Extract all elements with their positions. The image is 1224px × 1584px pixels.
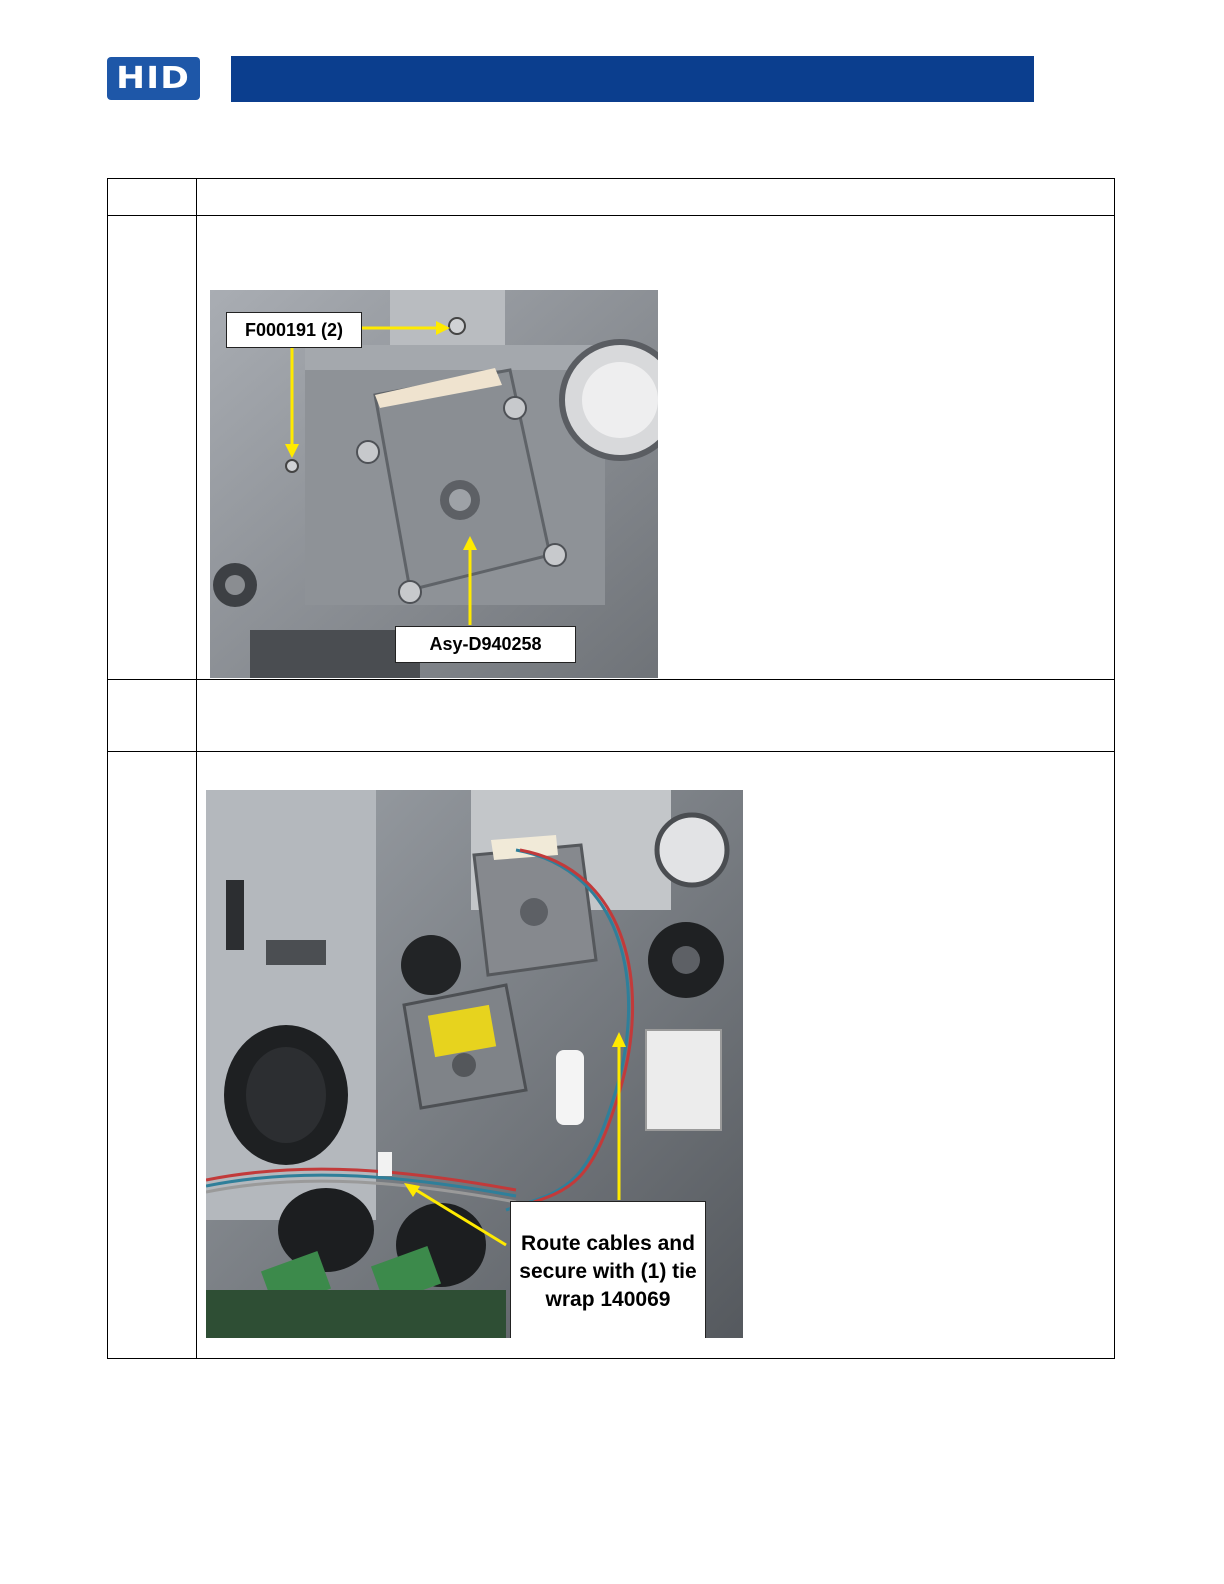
procedure-cell <box>197 752 1115 1359</box>
table-row <box>108 216 1115 680</box>
logo-text: HID <box>116 61 191 96</box>
motor-mount-illustration <box>210 290 658 678</box>
motor-mount-photo <box>210 290 658 678</box>
table-row <box>108 680 1115 752</box>
step-header-cell <box>108 179 197 216</box>
table-row <box>108 752 1115 1359</box>
cable-routing-photo <box>206 790 743 1338</box>
step-number-cell <box>108 680 197 752</box>
callout-route-cables: Route cables and secure with (1) tie wrap 140069 <box>510 1201 706 1338</box>
table-header-row <box>108 179 1115 216</box>
step-number-cell <box>108 752 197 1359</box>
step-number-cell <box>108 216 197 680</box>
callout-assembly: Asy-D940258 <box>395 626 576 663</box>
procedure-cell <box>197 680 1115 752</box>
header-bar <box>231 56 1034 102</box>
procedure-table <box>107 178 1115 1359</box>
hid-logo <box>107 57 200 100</box>
callout-fastener: F000191 (2) <box>226 312 362 348</box>
procedure-cell <box>197 216 1115 680</box>
procedure-header-cell <box>197 179 1115 216</box>
